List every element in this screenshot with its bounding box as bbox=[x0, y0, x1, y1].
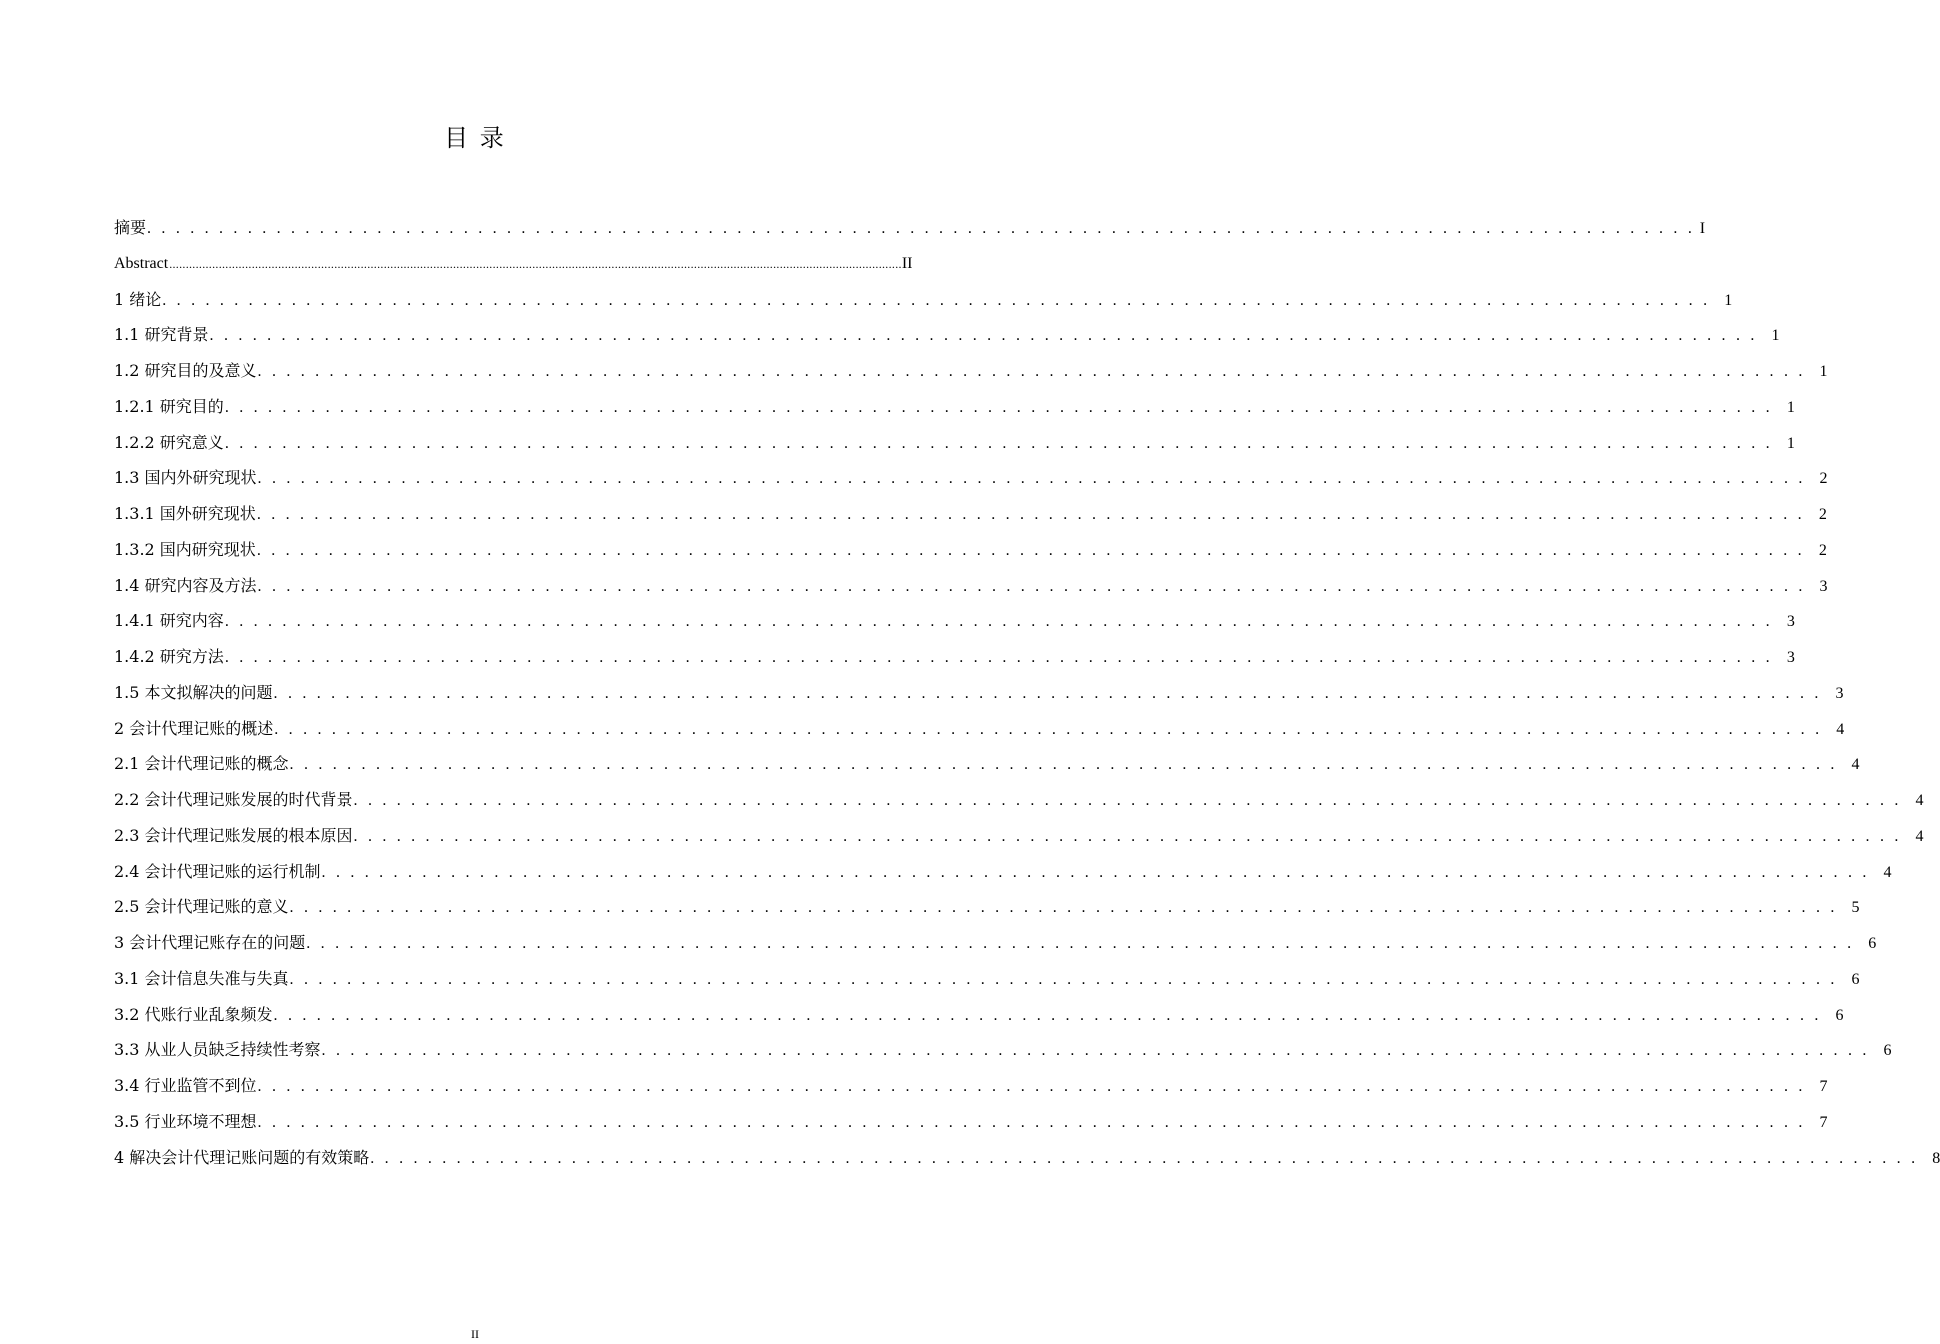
toc-dot-leader: . . . . . . . . . . . . . . . . . . . . . . . . . . . . . . . . . . . . . . . . . . . . . . . . . . . . . . . . . . . . . . . . . . . . . . . . . . . . . . . . . . . . . . . . . . . . . . . . . . . . . . . . . . . . bbox=[257, 1113, 1806, 1131]
toc-dot-leader: . . . . . . . . . . . . . . . . . . . . . . . . . . . . . . . . . . . . . . . . . . . . . . . . . . . . . . . . . . . . . . . . . . . . . . . . . . . . . . . . . . . . . . . . . . . . . . . . . . . . . . . . . . . . bbox=[306, 935, 1855, 952]
toc-entry-label: 1.3.2 国内研究现状 bbox=[114, 539, 256, 559]
toc-entry-page: 4 bbox=[1883, 863, 1892, 881]
toc-entry-label: 2.1 会计代理记账的概念 bbox=[114, 754, 289, 774]
toc-entry[interactable] bbox=[114, 353, 1828, 389]
toc-dot-leader: . . . . . . . . . . . . . . . . . . . . . . . . . . . . . . . . . . . . . . . . . . . . . . . . . . . . . . . . . . . . . . . . . . . . . . . . . . . . . . . . . . . . . . . . . . . . . . . . . . . . . . . . . . . . bbox=[257, 363, 1806, 380]
toc-entry-page: 7 bbox=[1819, 1113, 1828, 1131]
toc-dot-leader: . . . . . . . . . . . . . . . . . . . . . . . . . . . . . . . . . . . . . . . . . . . . . . . . . . . . . . . . . . . . . . . . . . . . . . . . . . . . . . . . . . . . . . . . . . . . . . . . . . . . . . . . . . . . bbox=[257, 1078, 1806, 1095]
toc-entry[interactable] bbox=[114, 746, 1860, 782]
toc-entry-label: 1.4.2 研究方法 bbox=[114, 647, 224, 666]
toc-entry-label: 2.3 会计代理记账发展的根本原因 bbox=[114, 825, 353, 845]
toc-entry-label: 3.3 从业人员缺乏持续性考察 bbox=[114, 1040, 321, 1060]
toc-entry[interactable] bbox=[114, 854, 1892, 890]
toc-dot-leader: . . . . . . . . . . . . . . . . . . . . . . . . . . . . . . . . . . . . . . . . . . . . . . . . . . . . . . . . . . . . . . . . . . . . . . . . . . . . . . . . . . . . . . . . . . . . . . . . . . . . . . . . . . . . bbox=[224, 613, 1773, 631]
toc-dot-leader: . . . . . . . . . . . . . . . . . . . . . . . . . . . . . . . . . . . . . . . . . . . . . . . . . . . . . . . . . . . . . . . . . . . . . . . . . . . . . . . . . . . . . . . . . . . . . . . . . . . . . . . . . . . . bbox=[162, 291, 1711, 309]
toc-entry-label: 1.3.1 国外研究现状 bbox=[114, 504, 256, 523]
toc-entry[interactable] bbox=[114, 818, 1924, 854]
toc-entry[interactable] bbox=[114, 460, 1828, 496]
toc-entry[interactable] bbox=[114, 1068, 1828, 1104]
toc-entry-page: 3 bbox=[1835, 684, 1844, 702]
toc-dot-leader: . . . . . . . . . . . . . . . . . . . . . . . . . . . . . . . . . . . . . . . . . . . . . . . . . . . . . . . . . . . . . . . . . . . . . . . . . . . . . . . . . . . . . . . . . . . . . . . . . . . . . . . . . . . . bbox=[273, 684, 1822, 702]
toc-entry-page: 3 bbox=[1786, 649, 1795, 666]
toc-entry-page: 4 bbox=[1915, 792, 1924, 809]
toc-dot-leader: . . . . . . . . . . . . . . . . . . . . . . . . . . . . . . . . . . . . . . . . . . . . . . . . . . . . . . . . . . . . . . . . . . . . . . . . . . . . . . . . . . . . . . . . . . . . . . . . . . . . . . . . . . . . bbox=[257, 577, 1806, 595]
toc-entry-label: 2.5 会计代理记账的意义 bbox=[114, 897, 289, 917]
toc-entry[interactable] bbox=[114, 1104, 1828, 1140]
toc-entry-page: 4 bbox=[1851, 756, 1860, 774]
toc-entry-label: Abstract bbox=[114, 254, 169, 272]
toc-entry-label: 2.4 会计代理记账的运行机制 bbox=[114, 861, 321, 881]
toc-entry[interactable] bbox=[114, 532, 1827, 568]
toc-entry-label: 3.5 行业环境不理想 bbox=[114, 1111, 257, 1131]
footer-page-number: II bbox=[471, 1327, 479, 1341]
toc-entry[interactable] bbox=[114, 389, 1795, 425]
toc-entry[interactable] bbox=[114, 639, 1795, 675]
toc-entry-label: 1.2.2 研究意义 bbox=[114, 432, 224, 452]
toc-entry-label: 1.4.1 研究内容 bbox=[114, 611, 224, 631]
toc-dot-leader: . . . . . . . . . . . . . . . . . . . . . . . . . . . . . . . . . . . . . . . . . . . . . . . . . . . . . . . . . . . . . . . . . . . . . . . . . . . . . . . . . . . . . . . . . . . . . . . . . . . . . . . . . . . . bbox=[353, 792, 1902, 809]
toc-entry-page: 4 bbox=[1915, 827, 1924, 845]
toc-entry-label: 3.1 会计信息失准与失真 bbox=[114, 968, 289, 988]
toc-entry-label: 2 会计代理记账的概述 bbox=[114, 718, 274, 738]
toc-entry[interactable] bbox=[114, 1032, 1892, 1068]
toc-entry-label: 3 会计代理记账存在的问题 bbox=[114, 933, 306, 952]
toc-entry[interactable] bbox=[114, 317, 1780, 353]
toc-dot-leader: . . . . . . . . . . . . . . . . . . . . . . . . . . . . . . . . . . . . . . . . . . . . . . . . . . . . . . . . . . . . . . . . . . . . . . . . . . . . . . . . . . . . . . . . . . . . . . . . . . . . . . . . . . . . bbox=[209, 327, 1758, 345]
toc-entry-abstract-cn[interactable] bbox=[114, 210, 1706, 246]
page-title: 目 录 bbox=[444, 124, 506, 152]
toc-entry-label: 3.2 代账行业乱象频发 bbox=[114, 1004, 273, 1024]
toc-dot-leader: . . . . . . . . . . . . . . . . . . . . . . . . . . . . . . . . . . . . . . . . . . . . . . . . . . . . . . . . . . . . . . . . . . . . . . . . . . . . . . . . . . . . . . . . . . . . . . . . . . . . . . . . . . . . bbox=[289, 899, 1838, 917]
toc-entry[interactable] bbox=[114, 282, 1733, 318]
toc-entry-page: I bbox=[1699, 220, 1706, 237]
toc-dot-leader: . . . . . . . . . . . . . . . . . . . . . . . . . . . . . . . . . . . . . . . . . . . . . . . . . . . . . . . . . . . . . . . . . . . . . . . . . . . . . . . . . . . . . . . . . . . . . . . . . . . . . . . . . . . . bbox=[321, 1042, 1870, 1060]
toc-entry[interactable] bbox=[114, 961, 1860, 997]
toc-dot-leader: . . . . . . . . . . . . . . . . . . . . . . . . . . . . . . . . . . . . . . . . . . . . . . . . . . . . . . . . . . . . . . . . . . . . . . . . . . . . . . . . . . . . . . . . . . . . . . . . . . . . . . . . . . . . bbox=[256, 541, 1805, 559]
toc-entry-page: 8 bbox=[1932, 1149, 1940, 1167]
toc-entry-page: 4 bbox=[1836, 720, 1845, 738]
toc-entry[interactable] bbox=[114, 675, 1844, 711]
toc-entry-page: 5 bbox=[1851, 899, 1860, 917]
toc-dot-leader: . . . . . . . . . . . . . . . . . . . . . . . . . . . . . . . . . . . . . . . . . . . . . . . . . . . . . . . . . . . . . . . . . . . . . . . . . . . . . . . . . . . . . . . . . . . . . . . . . . . . . . . . . . . . bbox=[289, 756, 1838, 774]
toc-dot-leader: . . . . . . . . . . . . . . . . . . . . . . . . . . . . . . . . . . . . . . . . . . . . . . . . . . . . . . . . . . . . . . . . . . . . . . . . . . . . . . . . . . . . . . . . . . . . . . . . . . . . . . . . . . . . bbox=[353, 827, 1902, 845]
table-of-contents bbox=[114, 210, 1940, 1175]
toc-entry[interactable] bbox=[114, 925, 1877, 961]
toc-entry-label: 摘要 bbox=[114, 218, 147, 237]
toc-entry-label: 1.2.1 研究目的 bbox=[114, 396, 224, 416]
toc-entry[interactable] bbox=[114, 425, 1795, 461]
toc-entry[interactable] bbox=[114, 782, 1924, 818]
toc-dot-leader: . . . . . . . . . . . . . . . . . . . . . . . . . . . . . . . . . . . . . . . . . . . . . . . . . . . . . . . . . . . . . . . . . . . . . . . . . . . . . . . . . . . . . . . . . . . . . . . . . . . . . . . . . . . . bbox=[370, 1149, 1919, 1167]
toc-entry-page: 1 bbox=[1786, 434, 1795, 452]
toc-dot-leader: . . . . . . . . . . . . . . . . . . . . . . . . . . . . . . . . . . . . . . . . . . . . . . . . . . . . . . . . . . . . . . . . . . . . . . . . . . . . . . . . . . . . . . . . . . . . . . . . . . . . . . . . . . . . bbox=[256, 506, 1805, 523]
toc-entry-page: 1 bbox=[1771, 327, 1780, 345]
toc-entry-page: 6 bbox=[1851, 970, 1860, 988]
toc-entry-label: 4 解决会计代理记账问题的有效策略 bbox=[114, 1147, 370, 1167]
toc-entry-label: 1 绪论 bbox=[114, 289, 162, 309]
toc-entry-page: 6 bbox=[1835, 1006, 1844, 1024]
toc-entry[interactable] bbox=[114, 889, 1860, 925]
toc-dot-leader: . . . . . . . . . . . . . . . . . . . . . . . . . . . . . . . . . . . . . . . . . . . . . . . . . . . . . . . . . . . . . . . . . . . . . . . . . . . . . . . . . . . . . . . . . . . . . . . . . . . . . . . . . . . . bbox=[224, 398, 1773, 416]
toc-dot-leader: . . . . . . . . . . . . . . . . . . . . . . . . . . . . . . . . . . . . . . . . . . . . . . . . . . . . . . . . . . . . . . . . . . . . . . . . . . . . . . . . . . . . . . . . . . . . . . . . . . . . . . . . . . . . bbox=[224, 649, 1773, 666]
toc-dot-leader: . . . . . . . . . . . . . . . . . . . . . . . . . . . . . . . . . . . . . . . . . . . . . . . . . . . . . . . . . . . . . . . . . . . . . . . . . . . . . . . . . . . . . . . . . . . . . . . . . . . . . . . . . . . . bbox=[224, 434, 1773, 452]
toc-entry-label: 1.2 研究目的及意义 bbox=[114, 361, 257, 380]
toc-entry-page: 2 bbox=[1818, 541, 1827, 559]
toc-entry-page: 3 bbox=[1786, 613, 1795, 631]
toc-dot-leader: . . . . . . . . . . . . . . . . . . . . . . . . . . . . . . . . . . . . . . . . . . . . . . . . . . . . . . . . . . . . . . . . . . . . . . . . . . . . . . . . . . . . . . . . . . . . . . . . . . . . . . . . . . . . bbox=[321, 863, 1870, 881]
toc-entry-page: 7 bbox=[1819, 1078, 1828, 1095]
toc-dot-leader: . . . . . . . . . . . . . . . . . . . . . . . . . . . . . . . . . . . . . . . . . . . . . . . . . . . . . . . . . . . . . . . . . . . . . . . . . . . . . . . . . . . . . . . . . . . . . . . . . . . . . . . . . . . . bbox=[273, 1006, 1822, 1024]
toc-entry-page: 6 bbox=[1883, 1042, 1892, 1060]
toc-dot-leader: . . . . . . . . . . . . . . . . . . . . . . . . . . . . . . . . . . . . . . . . . . . . . . . . . . . . . . . . . . . . . . . . . . . . . . . . . . . . . . . . . . . . . . . . . . . . . . . . . . . . . . . . . . . . bbox=[147, 220, 1696, 237]
toc-entry-page: 1 bbox=[1819, 363, 1828, 380]
toc-entry-page: 6 bbox=[1868, 935, 1877, 952]
toc-entry-page: 2 bbox=[1818, 506, 1827, 523]
toc-entry-page: 1 bbox=[1724, 291, 1733, 309]
toc-entry-page: 3 bbox=[1819, 577, 1828, 595]
toc-entry-label: 1.4 研究内容及方法 bbox=[114, 575, 257, 595]
toc-dot-leader: . . . . . . . . . . . . . . . . . . . . . . . . . . . . . . . . . . . . . . . . . . . . . . . . . . . . . . . . . . . . . . . . . . . . . . . . . . . . . . . . . . . . . . . . . . . . . . . . . . . . . . . . . . . . bbox=[289, 970, 1838, 988]
toc-entry-page: 2 bbox=[1819, 470, 1828, 488]
toc-entry-label: 3.4 行业监管不到位 bbox=[114, 1076, 257, 1095]
toc-entry-label: 2.2 会计代理记账发展的时代背景 bbox=[114, 790, 353, 809]
toc-entry-label: 1.5 本文拟解决的问题 bbox=[114, 682, 273, 702]
toc-dot-leader: . . . . . . . . . . . . . . . . . . . . . . . . . . . . . . . . . . . . . . . . . . . . . . . . . . . . . . . . . . . . . . . . . . . . . . . . . . . . . . . . . . . . . . . . . . . . . . . . . . . . . . . . . . . . bbox=[274, 720, 1823, 738]
toc-entry-abstract-en[interactable] bbox=[114, 246, 913, 282]
toc-entry-page: 1 bbox=[1786, 398, 1795, 416]
toc-entry-page: II bbox=[901, 254, 913, 272]
toc-dot-leader: .............................................................................................................................................................................................................................. bbox=[169, 256, 902, 271]
toc-entry-label: 1.3 国内外研究现状 bbox=[114, 468, 257, 488]
toc-dot-leader: . . . . . . . . . . . . . . . . . . . . . . . . . . . . . . . . . . . . . . . . . . . . . . . . . . . . . . . . . . . . . . . . . . . . . . . . . . . . . . . . . . . . . . . . . . . . . . . . . . . . . . . . . . . . bbox=[257, 470, 1806, 488]
toc-entry[interactable] bbox=[114, 568, 1828, 604]
toc-entry[interactable] bbox=[114, 496, 1827, 532]
toc-entry[interactable] bbox=[114, 1140, 1940, 1176]
toc-entry[interactable] bbox=[114, 711, 1845, 747]
toc-entry[interactable] bbox=[114, 997, 1844, 1033]
toc-entry[interactable] bbox=[114, 603, 1795, 639]
toc-entry-label: 1.1 研究背景 bbox=[114, 325, 209, 345]
